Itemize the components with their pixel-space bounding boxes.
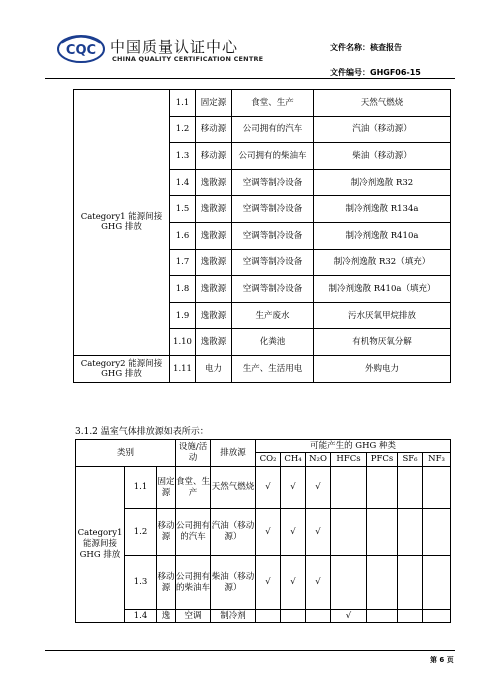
facility: 公司拥有的柴油车: [232, 143, 314, 170]
emission-source: 制冷剂逸散 R410a（填充）: [314, 276, 451, 303]
header-facility: 设施/活动: [176, 440, 211, 467]
source-type: 移动源: [196, 116, 232, 143]
empty-cell: [367, 509, 398, 556]
empty-cell: [256, 610, 281, 623]
header-source: 排放源: [211, 440, 256, 467]
empty-cell: [367, 610, 398, 623]
emission-source: 天然气燃烧: [211, 467, 256, 509]
header-divider: [45, 78, 455, 79]
empty-cell: [398, 556, 423, 610]
document-number: 文件编号：GHGF06-15: [330, 68, 421, 77]
check-mark: √: [306, 509, 331, 556]
empty-cell: [331, 509, 367, 556]
source-type: 逸散源: [196, 302, 232, 329]
empty-cell: [281, 610, 306, 623]
table-row: [74, 90, 451, 117]
emission-source: 柴油（移动源）: [211, 556, 256, 610]
source-type: 移动源: [157, 556, 176, 610]
facility: 空调等制冷设备: [232, 196, 314, 223]
table-row: [76, 467, 451, 509]
facility: 空调: [176, 610, 211, 623]
source-type: 逸: [157, 610, 176, 623]
org-name-cn: 中国质量认证中心: [110, 38, 239, 56]
facility: 生产废水: [232, 302, 314, 329]
source-type: 固定源: [157, 467, 176, 509]
check-mark: √: [256, 556, 281, 610]
emission-source-table: [73, 89, 451, 383]
row-number: 1.10: [170, 329, 196, 356]
emission-source: 天然气燃烧: [314, 90, 451, 117]
header-ghg-types: 可能产生的 GHG 种类: [256, 440, 451, 453]
row-number: 1.2: [170, 116, 196, 143]
check-mark: √: [281, 467, 306, 509]
check-mark: √: [331, 610, 367, 623]
empty-cell: [423, 556, 451, 610]
facility: 食堂、生产: [232, 90, 314, 117]
footer-divider: [45, 650, 455, 651]
row-number: 1.3: [170, 143, 196, 170]
empty-cell: [398, 610, 423, 623]
gas-header: CO₂: [256, 453, 281, 467]
emission-source: 污水厌氧甲烷排放: [314, 302, 451, 329]
facility: 化粪池: [232, 329, 314, 356]
check-mark: √: [281, 509, 306, 556]
table-row: [74, 355, 451, 382]
row-number: 1.11: [170, 355, 196, 382]
source-type: 移动源: [157, 509, 176, 556]
logo-text: CQC: [65, 43, 97, 58]
row-number: 1.3: [125, 556, 157, 610]
ghg-type-table: [75, 439, 451, 623]
empty-cell: [331, 467, 367, 509]
section-title: 3.1.2 温室气体排放源如表所示：: [75, 427, 209, 437]
emission-source: 制冷剂逸散 R410a: [314, 222, 451, 249]
emission-source: 制冷剂逸散 R32: [314, 169, 451, 196]
table-row: [76, 509, 451, 556]
facility: 空调等制冷设备: [232, 222, 314, 249]
table-row: [76, 556, 451, 610]
facility: 空调等制冷设备: [232, 249, 314, 276]
emission-source: 外购电力: [314, 355, 451, 382]
row-number: 1.1: [125, 467, 157, 509]
source-type: 电力: [196, 355, 232, 382]
empty-cell: [331, 556, 367, 610]
facility: 空调等制冷设备: [232, 169, 314, 196]
org-name-en: CHINA QUALITY CERTIFICATION CENTRE: [112, 55, 264, 63]
row-number: 1.4: [170, 169, 196, 196]
emission-source: 有机物厌氧分解: [314, 329, 451, 356]
empty-cell: [398, 509, 423, 556]
source-type: 逸散源: [196, 329, 232, 356]
table-row: [76, 610, 451, 623]
empty-cell: [367, 467, 398, 509]
row-number: 1.9: [170, 302, 196, 329]
facility: 生产、生活用电: [232, 355, 314, 382]
emission-source: 柴油（移动源）: [314, 143, 451, 170]
gas-header: HFCs: [331, 453, 367, 467]
facility: 空调等制冷设备: [232, 276, 314, 303]
emission-source: 汽油（移动源）: [211, 509, 256, 556]
row-number: 1.6: [170, 222, 196, 249]
facility: 公司拥有的汽车: [232, 116, 314, 143]
check-mark: √: [281, 556, 306, 610]
facility: 公司拥有的柴油车: [176, 556, 211, 610]
check-mark: √: [306, 467, 331, 509]
category-group-cell: Category2 能源间接 GHG 排放: [74, 355, 170, 382]
check-mark: √: [256, 509, 281, 556]
empty-cell: [367, 556, 398, 610]
source-type: 逸散源: [196, 249, 232, 276]
row-number: 1.8: [170, 276, 196, 303]
cqc-logo: [56, 34, 106, 64]
page-number: 第 6 页: [430, 656, 454, 664]
empty-cell: [398, 467, 423, 509]
row-number: 1.2: [125, 509, 157, 556]
facility: 食堂、生产: [176, 467, 211, 509]
emission-source: 汽油（移动源）: [314, 116, 451, 143]
gas-header: NF₃: [423, 453, 451, 467]
empty-cell: [423, 610, 451, 623]
row-number: 1.4: [125, 610, 157, 623]
source-type: 逸散源: [196, 169, 232, 196]
source-type: 逸散源: [196, 222, 232, 249]
gas-header: CH₄: [281, 453, 306, 467]
check-mark: √: [306, 556, 331, 610]
empty-cell: [306, 610, 331, 623]
gas-header: SF₆: [398, 453, 423, 467]
document-name: 文件名称：核查报告: [330, 43, 402, 52]
row-number: 1.5: [170, 196, 196, 223]
gas-header: PFCs: [367, 453, 398, 467]
row-number: 1.1: [170, 90, 196, 117]
category-group-cell: Category1 能源间接 GHG 排放: [76, 467, 125, 623]
source-type: 逸散源: [196, 276, 232, 303]
facility: 公司拥有的汽车: [176, 509, 211, 556]
header-category: 类别: [76, 440, 176, 467]
empty-cell: [423, 509, 451, 556]
source-type: 移动源: [196, 143, 232, 170]
emission-source: 制冷剂: [211, 610, 256, 623]
row-number: 1.7: [170, 249, 196, 276]
emission-source: 制冷剂逸散 R32（填充）: [314, 249, 451, 276]
source-type: 固定源: [196, 90, 232, 117]
check-mark: √: [256, 467, 281, 509]
category-group-cell: Category1 能源间接 GHG 排放: [74, 90, 170, 356]
emission-source: 制冷剂逸散 R134a: [314, 196, 451, 223]
gas-header: N₂O: [306, 453, 331, 467]
empty-cell: [423, 467, 451, 509]
source-type: 逸散源: [196, 196, 232, 223]
